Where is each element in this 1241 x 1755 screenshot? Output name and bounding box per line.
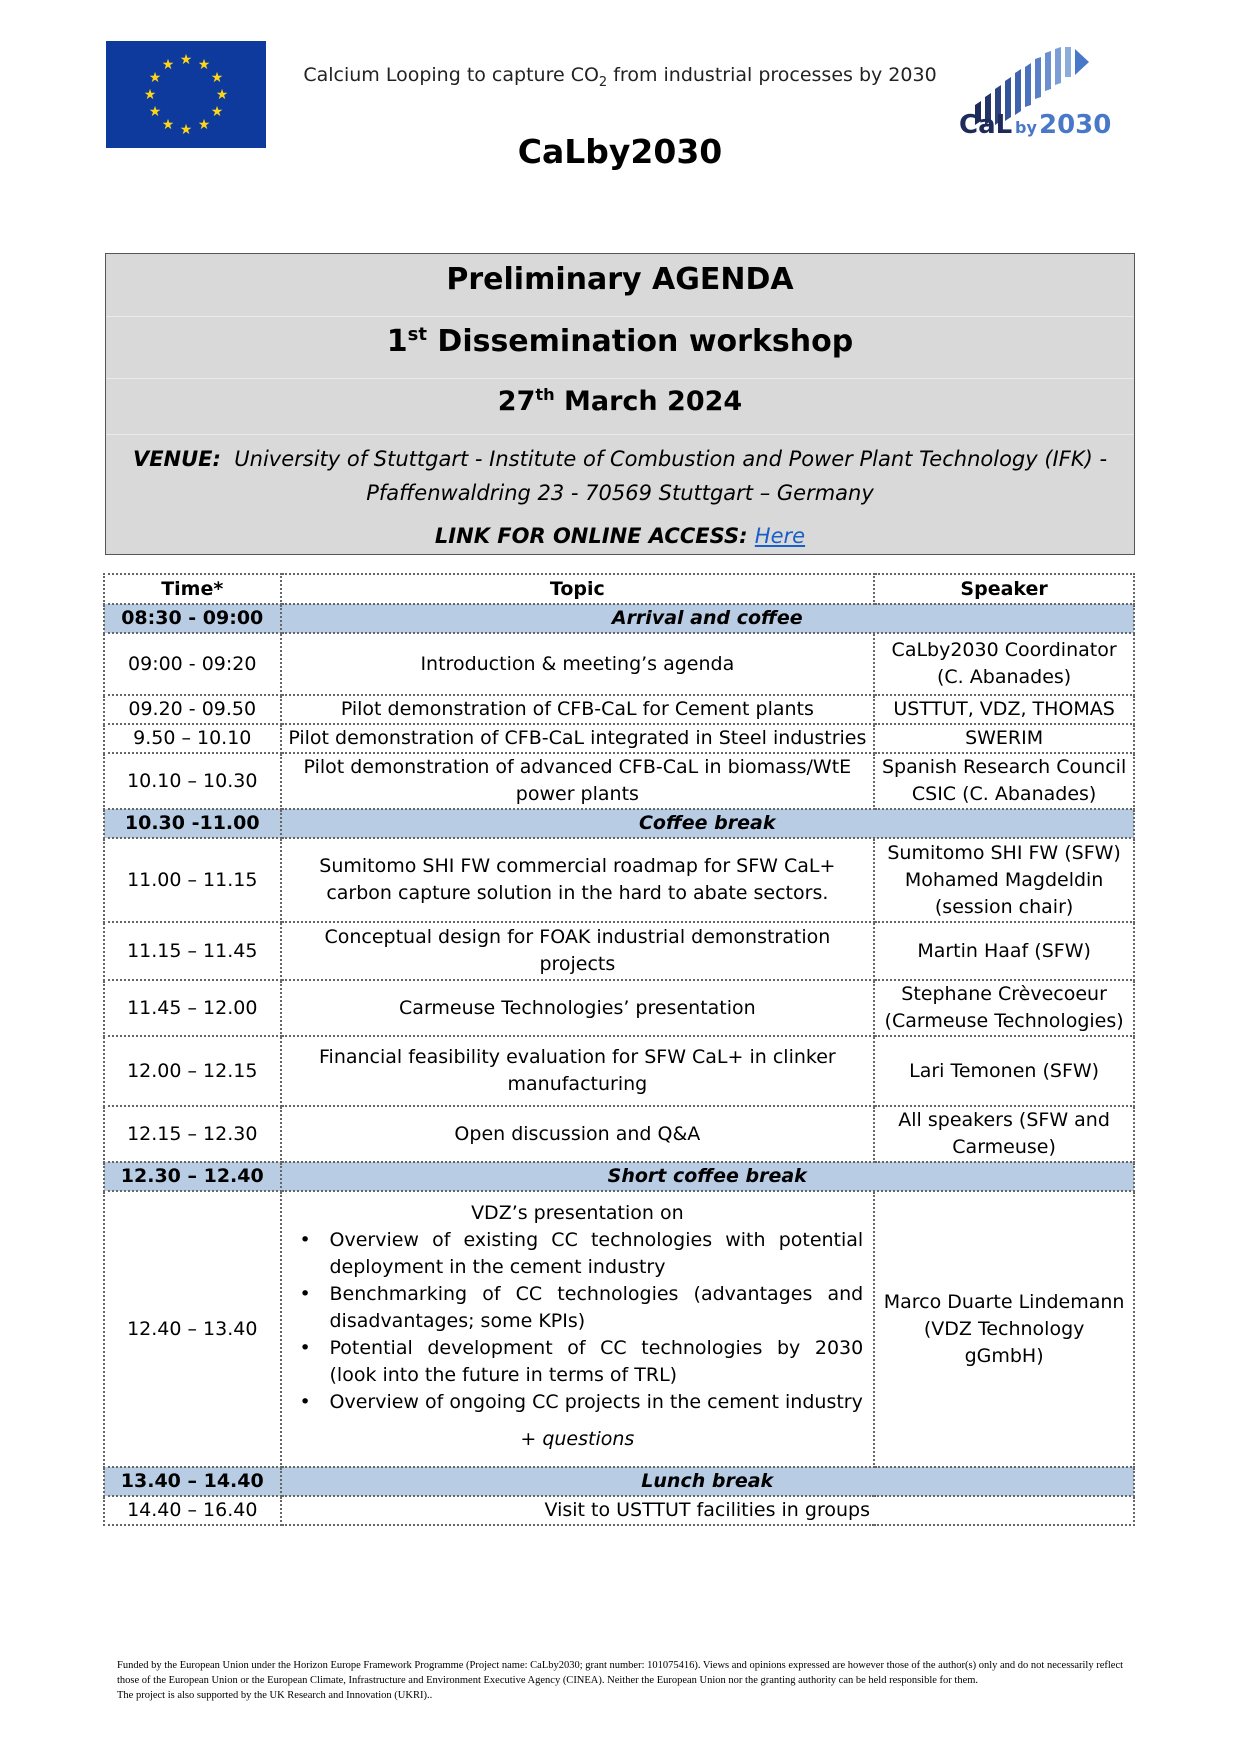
row-time: 08:30 - 09:00 xyxy=(104,604,281,633)
break-label: Coffee break xyxy=(281,809,1135,838)
venue-info xyxy=(106,442,1134,510)
row-speaker: Martin Haaf (SFW) xyxy=(874,922,1134,980)
svg-text:★: ★ xyxy=(179,122,193,138)
row-speaker: CaLby2030 Coordinator (C. Abanades) xyxy=(874,633,1134,695)
logo-text-by: by xyxy=(1015,118,1037,137)
row-speaker: Stephane Crèvecoeur (Carmeuse Technologies) xyxy=(874,980,1134,1036)
svg-text:★: ★ xyxy=(197,117,211,133)
row-topic: Introduction & meeting’s agenda xyxy=(281,633,875,695)
venue-line-2: Pfaffenwaldring 23 - 70569 Stuttgart – Germany xyxy=(366,481,874,505)
row-topic: Carmeuse Technologies’ presentation xyxy=(281,980,875,1036)
row-time: 14.40 – 16.40 xyxy=(104,1496,281,1525)
divider xyxy=(106,316,1134,317)
header-topic: Topic xyxy=(281,574,875,604)
svg-text:★: ★ xyxy=(215,87,229,103)
svg-text:★: ★ xyxy=(143,87,157,103)
row-speaker: Marco Duarte Lindemann (VDZ Technology gGmbH) xyxy=(874,1191,1134,1467)
row-time: 11.15 – 11.45 xyxy=(104,922,281,980)
row-topic xyxy=(281,1191,875,1467)
table-row xyxy=(104,633,1134,695)
workshop-date: 27th March 2024 xyxy=(497,385,743,417)
document-title: CaLby2030 xyxy=(517,132,723,171)
tagline-subscript: 2 xyxy=(598,74,608,90)
table-row xyxy=(104,1191,1134,1467)
svg-text:★: ★ xyxy=(161,57,175,73)
table-row xyxy=(104,753,1134,809)
svg-text:★: ★ xyxy=(210,104,224,120)
agenda-table xyxy=(103,573,1135,1526)
project-tagline xyxy=(300,64,940,90)
row-speaker: USTTUT, VDZ, THOMAS xyxy=(874,695,1134,724)
table-row xyxy=(104,980,1134,1036)
list-item: • Potential development of CC technologies by 2030 (look into the future in terms of TRL) xyxy=(292,1335,864,1389)
row-topic: Open discussion and Q&A xyxy=(281,1106,875,1162)
row-time: 12.15 – 12.30 xyxy=(104,1106,281,1162)
row-speaker: Sumitomo SHI FW (SFW) Mohamed Magdeldin (session chair) xyxy=(874,838,1134,922)
table-row xyxy=(104,1106,1134,1162)
row-speaker: Spanish Research Council CSIC (C. Abanades) xyxy=(874,753,1134,809)
list-item: • Overview of ongoing CC projects in the cement industry xyxy=(292,1389,864,1416)
row-topic: Financial feasibility evaluation for SFW CaL+ in clinker manufacturing xyxy=(281,1036,875,1106)
row-time: 09:00 - 09:20 xyxy=(104,633,281,695)
table-row xyxy=(104,1036,1134,1106)
break-label: Short coffee break xyxy=(281,1162,1135,1191)
break-row xyxy=(104,604,1134,633)
row-time: 12.00 – 12.15 xyxy=(104,1036,281,1106)
row-time: 09.20 - 09.50 xyxy=(104,695,281,724)
break-row xyxy=(104,1162,1134,1191)
online-access xyxy=(106,524,1134,548)
table-row xyxy=(104,695,1134,724)
row-topic: Sumitomo SHI FW commercial roadmap for SFW CaL+ carbon capture solution in the hard to abate sectors. xyxy=(281,838,875,922)
break-label: Lunch break xyxy=(281,1467,1135,1496)
row-time: 10.10 – 10.30 xyxy=(104,753,281,809)
break-row xyxy=(104,809,1134,838)
header-speaker: Speaker xyxy=(874,574,1134,604)
svg-text:★: ★ xyxy=(148,104,162,120)
topic-bullet-list xyxy=(292,1227,864,1416)
tagline-text-post: from industrial processes by 2030 xyxy=(607,64,937,86)
table-row xyxy=(104,1496,1134,1525)
svg-text:★: ★ xyxy=(148,70,162,86)
row-topic: Pilot demonstration of CFB-CaL integrated in Steel industries xyxy=(281,724,875,753)
list-item: • Overview of existing CC technologies with potential deployment in the cement industry xyxy=(292,1227,864,1281)
svg-text:★: ★ xyxy=(161,117,175,133)
online-access-link[interactable]: Here xyxy=(754,524,806,548)
row-speaker: Lari Temonen (SFW) xyxy=(874,1036,1134,1106)
logo-text-cal: CaL xyxy=(959,110,1013,140)
venue-line-1: University of Stuttgart - Institute of Combustion and Power Plant Technology (IFK) - xyxy=(234,447,1108,471)
row-time: 10.30 -11.00 xyxy=(104,809,281,838)
funding-disclaimer: Funded by the European Union under the Horizon Europe Framework Programme (Project name: CaLby2030; grant number: 101075416). Views and opinions expressed are however those of the author(s) only and do not necessarily reflect those of the European Union or the European Climate, Infrastructure and Environment Executive Agency (CINEA). Neither the European Union nor the granting authority can be held responsible for them. xyxy=(117,1660,1124,1686)
list-item: • Benchmarking of CC technologies (advantages and disadvantages; some KPIs) xyxy=(292,1281,864,1335)
calby2030-logo xyxy=(955,45,1115,140)
row-speaker: All speakers (SFW and Carmeuse) xyxy=(874,1106,1134,1162)
table-row xyxy=(104,724,1134,753)
online-access-label: LINK FOR ONLINE ACCESS: xyxy=(434,524,748,548)
divider xyxy=(106,434,1134,435)
header-time: Time* xyxy=(104,574,281,604)
tagline-text-pre: Calcium Looping to capture CO xyxy=(303,64,599,86)
row-topic: Pilot demonstration of advanced CFB-CaL in biomass/WtE power plants xyxy=(281,753,875,809)
divider xyxy=(106,378,1134,379)
row-time: 12.40 – 13.40 xyxy=(104,1191,281,1467)
row-speaker: SWERIM xyxy=(874,724,1134,753)
workshop-title: 1st Dissemination workshop xyxy=(386,324,854,359)
svg-text:★: ★ xyxy=(197,57,211,73)
ukri-note: The project is also supported by the UK Research and Innovation (UKRI).. xyxy=(117,1690,433,1701)
venue-label: VENUE: xyxy=(132,447,221,471)
svg-text:★: ★ xyxy=(179,52,193,68)
break-label: Arrival and coffee xyxy=(281,604,1135,633)
agenda-header-box xyxy=(105,253,1135,555)
agenda-title: Preliminary AGENDA xyxy=(446,262,794,297)
row-time: 12.30 – 12.40 xyxy=(104,1162,281,1191)
row-time: 11.45 – 12.00 xyxy=(104,980,281,1036)
eu-flag-logo xyxy=(106,41,266,148)
table-row xyxy=(104,838,1134,922)
svg-text:★: ★ xyxy=(210,70,224,86)
break-row xyxy=(104,1467,1134,1496)
logo-text-2030: 2030 xyxy=(1039,110,1112,140)
topic-intro: VDZ’s presentation on xyxy=(471,1202,684,1224)
row-time: 11.00 – 11.15 xyxy=(104,838,281,922)
funding-footer xyxy=(117,1658,1127,1703)
row-topic: Pilot demonstration of CFB-CaL for Cement plants xyxy=(281,695,875,724)
eu-stars-icon xyxy=(106,41,266,148)
row-topic: Visit to USTTUT facilities in groups xyxy=(281,1496,1135,1525)
table-header-row xyxy=(104,574,1134,604)
questions-note: + questions xyxy=(520,1428,635,1450)
table-row xyxy=(104,922,1134,980)
row-time: 9.50 – 10.10 xyxy=(104,724,281,753)
row-time: 13.40 – 14.40 xyxy=(104,1467,281,1496)
row-topic: Conceptual design for FOAK industrial demonstration projects xyxy=(281,922,875,980)
